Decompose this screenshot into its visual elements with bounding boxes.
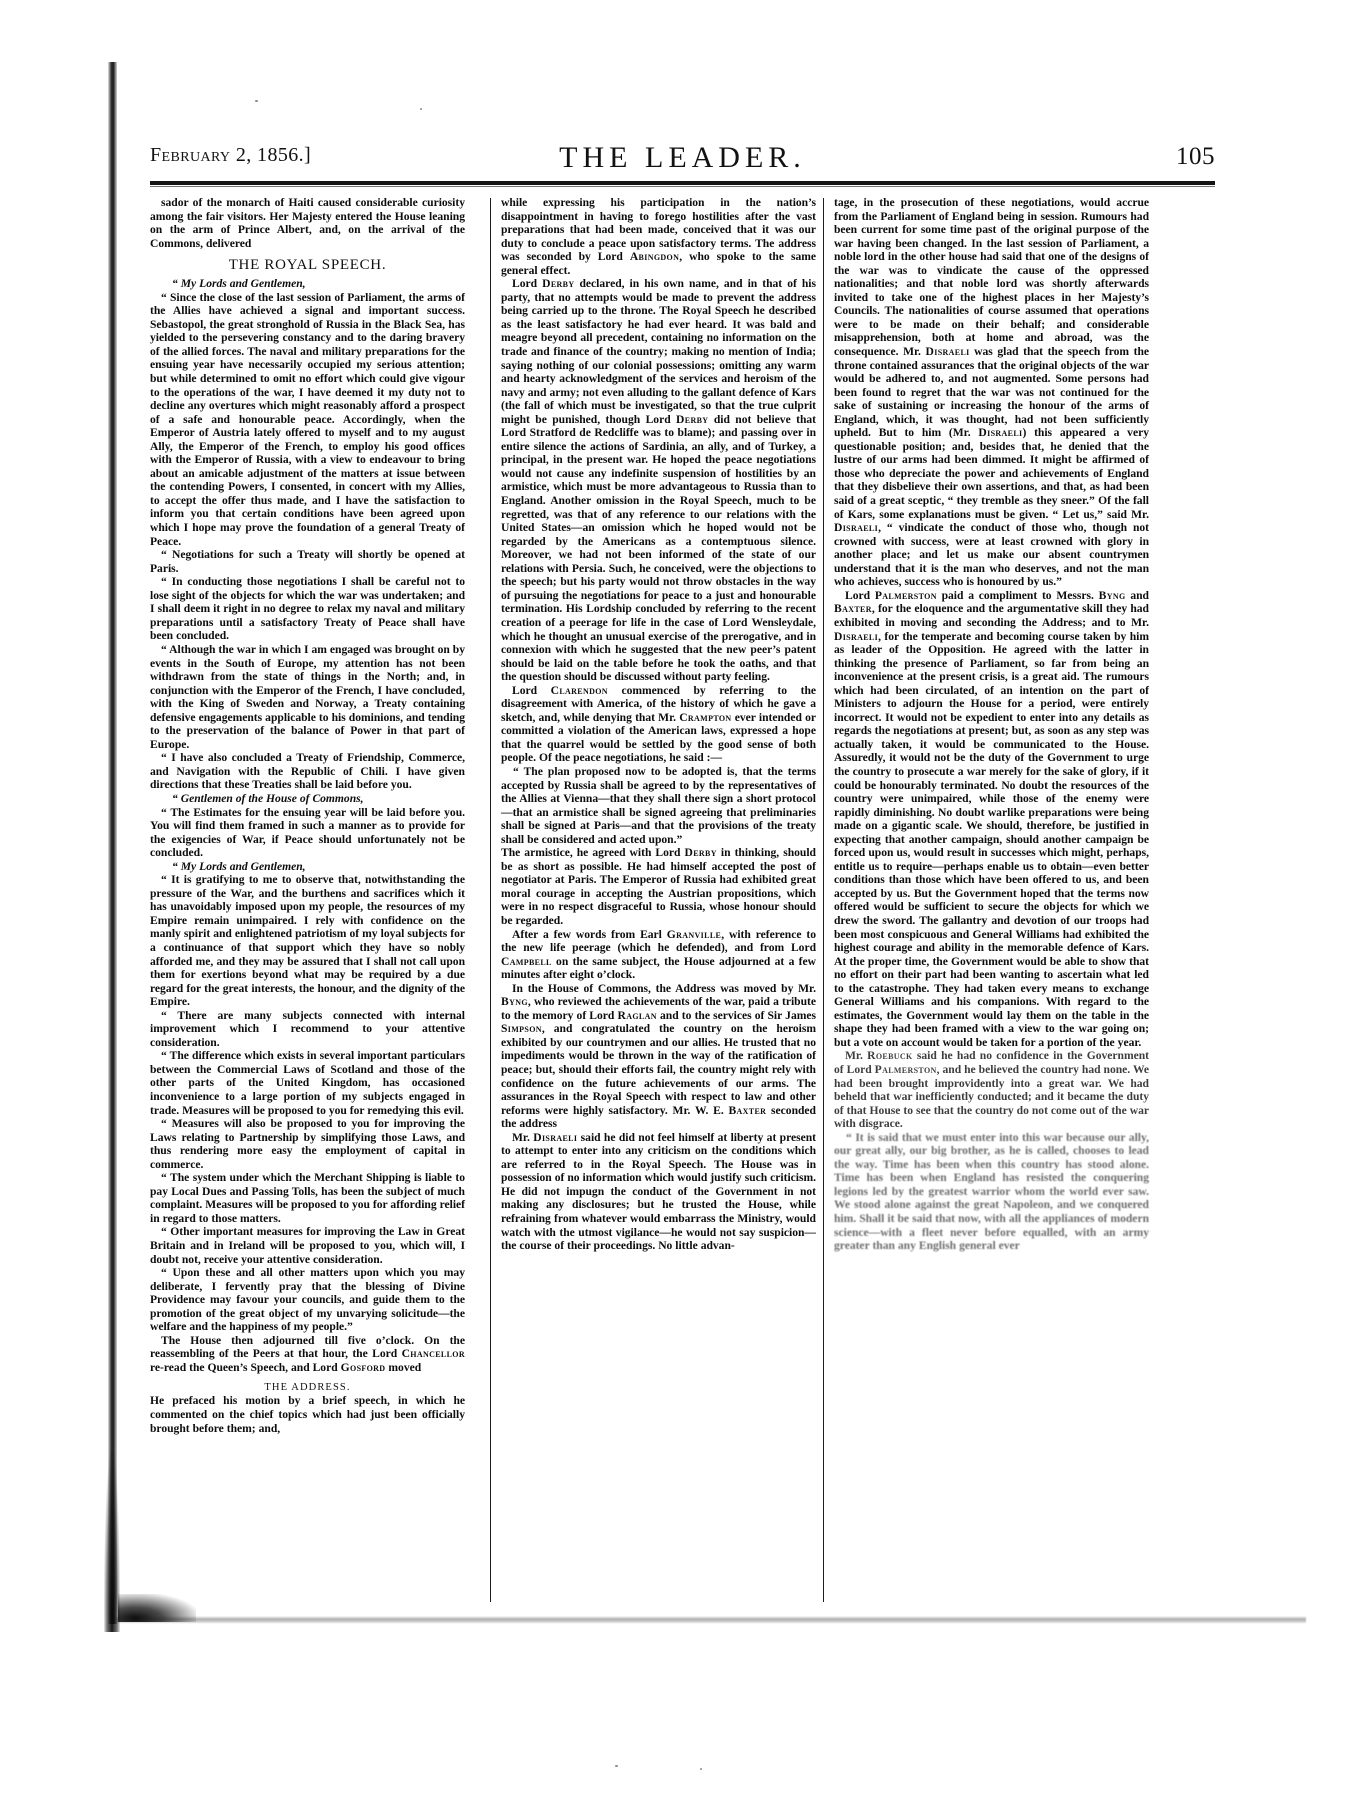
column-2 (483, 196, 816, 1606)
proper-name: Palmerston (874, 1063, 937, 1076)
article-columns (150, 196, 1215, 1606)
paragraph: while expressing his participation in the nation’s disappointment in having to forego hostilities after the vast preparations that had been made, conceived that it was our duty to conclude a peace upon satisfactory terms. The address was seconded by Lord Abingdon, who spoke to the same general effect. (501, 196, 816, 277)
paragraph: Lord Derby declared, in his own name, and in that of his party, that no attempts would be made to prevent the address being carried up to the throne. The Royal Speech he described as the least satisfactory he had ever heard. It was bald and meagre beyond all precedent, containing no information on the trade and finance of the country; making no mention of India; saying nothing of our colonial possessions; omitting any warm and hearty acknowledgment of the services and heroism of the navy and army; not even alluding to the gallant defence of Kars (the fall of which must be investigated, so that the true culprit might be punished, though Lord Derby did not believe that Lord Stratford de Redcliffe was to blame); and passing over in entire silence the actions of Sardinia, an ally, and of Turkey, a principal, in the present war. He hoped the peace negotiations would not cause any indefinite suspension of hostilities by an armistice, which must be more advantageous to Russia than to England. Another omission in the Royal Speech, much to be regretted, was that of any reference to our relations with the United States—an omission which he hoped would not be regarded by the Americans as a contemptuous silence. Moreover, we had not been informed of the state of our relations with Persia. Such, he conceived, were the objections to the speech; but his party would not throw obstacles in the way of pursuing the negotiations for peace to a just and honourable termination. His Lordship concluded by referring to the recent creation of a peerage for life in the case of Lord Wensleydale, which he thought an unusual exercise of the prerogative, and in connexion with which he suggested that the new peer’s patent should be laid on the table before he took the oaths, and that the question should be discussed without party feeling. (501, 277, 817, 684)
proper-name: Byng (501, 995, 528, 1009)
proper-name: Gosford (340, 1360, 386, 1374)
blockquote-paragraph: “ It is said that we must enter into this war because our ally, our great ally, our big brother, as he is called, chooses to lead the way. Time has been when this country has stood alone. Time has been when England has resisted the conquering legions led by the greatest warrior whom the world ever saw. We stood alone against the great Napoleon, and we conquered him. Shall it be said that now, with all the appliances of modern science—with a fleet never before equalled, with an army greater than any English general ever (834, 1130, 1149, 1253)
publication-title: THE LEADER. (559, 141, 806, 174)
proper-name: Clarendon (550, 683, 608, 697)
scan-edge-artifact-left (108, 62, 117, 1624)
paragraph: The armistice, he agreed with Lord Derby in thinking, should be as short as possible. He had himself accepted the post of negotiator at Paris. The Emperor of Russia had exhibited great moral courage in accepting the Austrian propositions, which were in no respect disgraceful to Russia, whose honour should be regarded. (501, 846, 816, 927)
scan-speck (255, 100, 258, 102)
paragraph: “ Negotiations for such a Treaty will shortly be opened at Paris. (150, 548, 465, 575)
proper-name: Disraeli (834, 521, 879, 535)
scan-speck (615, 1765, 618, 1767)
column-divider-rule (490, 198, 491, 1602)
salutation: “ My Lords and Gentlemen, (172, 859, 306, 873)
paragraph: “ Since the close of the last session of Parliament, the arms of the Allies have achieved a signal and important success. Sebastopol, the great stronghold of Russia in the Black Sea, has yielded to the persevering constancy and to the daring bravery of the allied forces. The naval and military preparations for the ensuing year have necessarily occupied my serious attention; but while determined to omit no effort which could give vigour to the operations of the war, I have deemed it my duty not to decline any overtures which might reasonably afford a prospect of a safe and honourable peace. Accordingly, when the Emperor of Austria lately offered to myself and to my august Ally, the Emperor of the French, to employ his good offices with the Emperor of Russia, with a view to endeavour to bring about an amicable adjustment of the matters at issue between the contending Powers, I consented, in concert with my Allies, to accept the offer thus made, and I have the satisfaction to inform you that certain conditions have been agreed upon which I hope may prove the foundation of a general Treaty of Peace. (150, 290, 465, 548)
proper-name: Disraeli (533, 1130, 578, 1144)
proper-name: Raglan (617, 1008, 657, 1022)
proper-name: Disraeli (978, 426, 1023, 440)
proper-name: Disraeli (925, 345, 970, 359)
blockquote-paragraph: “ The plan proposed now to be adopted is, that the terms accepted by Russia shall be agreed to by the representatives of the Allies at Vienna—that they shall there sign a short protocol—that an armistice shall be signed agreeing that preliminaries shall be signed at Paris—and that the provisions of the treaty shall be considered and acted upon.” (501, 764, 816, 846)
page-number: 105 (1176, 143, 1215, 170)
paragraph: sador of the monarch of Haiti caused considerable curiosity among the fair visitors. Her Majesty entered the House leaning on the arm of Prince Albert, and, on the arrival of the Commons, delivered (150, 196, 465, 250)
proper-name: Byng (1098, 588, 1126, 602)
proper-name: Baxter (728, 1103, 767, 1117)
paragraph: “ The Estimates for the ensuing year will be laid before you. You will find them framed in such a manner as to provide for the exigencies of War, if Peace should unfortunately not be concluded. (150, 805, 465, 860)
proper-name: Derby (542, 277, 575, 291)
paragraph: He prefaced his motion by a brief speech, in which he commented on the chief topics which had just been officially brought before them; and, (150, 1394, 465, 1435)
paragraph: “ It is gratifying to me to observe that, notwithstanding the pressure of the War, and the burthens and sacrifices which it has unavoidably imposed upon my people, the resources of my Empire remain unimpaired. I rely with confidence on the manly spirit and enlightened patriotism of my loyal subjects for a continuance of that support which they have so nobly afforded me, and they may be assured that I shall not call upon them for exertions beyond what may be required by a due regard for the great interests, the honour, and the dignity of the Empire. (150, 873, 465, 1009)
proper-name: Baxter (834, 602, 872, 616)
paragraph: In the House of Commons, the Address was moved by Mr. Byng, who reviewed the achievements of the war, paid a tribute to the memory of Lord Raglan and to the services of Sir James Simpson, and congratulated the country on the heroism exhibited by our countrymen and our allies. He trusted that no impediments would be thrown in the way of the ratification of peace; but, should their efforts fail, the country might rely with confidence on the future achievements of our arms. The assurances in the Royal Speech with respect to law and other reforms were highly satisfactory. Mr. W. E. Baxter seconded the address (501, 981, 816, 1131)
masthead (150, 141, 1215, 178)
salutation: “ My Lords and Gentlemen, (172, 277, 306, 291)
paragraph: Mr. Disraeli said he did not feel himself at liberty at present to attempt to enter into any criticism on the conditions which are referred to in the Royal Speech. The House was in possession of no information which would justify such criticism. He did not impugn the conduct of the Government in not making any disclosures; but he trusted the House, while refraining from whatever would embarrass the Ministry, would watch with the utmost vigilance—he would not say suspicion—the course of their proceedings. No little advan- (501, 1130, 816, 1253)
paragraph: “ The system under which the Merchant Shipping is liable to pay Local Dues and Passing Tolls, has been the subject of much complaint. Measures will be proposed to you for affording relief in regard to those matters. (150, 1171, 466, 1225)
issue-date: February 2, 1856.] (150, 144, 312, 166)
paragraph: Lord Clarendon commenced by referring to the disagreement with America, of the history of which he gave a sketch, and, while denying that Mr. Crampton ever intended or committed a violation of the American laws, expressed a hope that the quarrel would be settled by the good sense of both people. Of the peace negotiations, he said :— (501, 683, 816, 765)
proper-name: Derby (676, 412, 709, 426)
masthead-rule-thin (150, 186, 1215, 187)
salutation: “ Gentlemen of the House of Commons, (172, 791, 364, 805)
paragraph: “ The difference which exists in several important particulars between the Commercial Laws of Scotland and those of the other parts of the United Kingdom, has occasioned inconvenience to a large portion of my subjects engaged in trade. Measures will be proposed to you for remedying this evil. (150, 1049, 465, 1117)
proper-name: Campbell (501, 954, 552, 968)
proper-name: Roebuck (867, 1049, 913, 1063)
scan-edge-artifact-bottom (116, 1616, 1306, 1623)
scan-speck (420, 108, 422, 110)
proper-name: Chancellor (401, 1347, 465, 1361)
proper-name: Disraeli (834, 629, 879, 643)
paragraph: “ Measures will also be proposed to you for improving the Laws relating to Partnership by simplifying those Laws, and thus rendering more easy the employment of capital in commerce. (150, 1117, 465, 1171)
paragraph: “ Although the war in which I am engaged was brought on by events in the South of Europe, my attention has not been withdrawn from the state of things in the North; and, in conjunction with the Emperor of the French, I have concluded, with the King of Sweden and Norway, a Treaty containing defensive engagements applicable to his dominions, and tending to the preservation of the balance of Power in that part of Europe. (150, 642, 465, 751)
proper-name: Crampton (679, 710, 732, 724)
proper-name: Simpson (501, 1022, 542, 1036)
paragraph: “ Other important measures for improving the Law in Great Britain and in Ireland will be proposed to you, which will, I doubt not, receive your attentive consideration. (150, 1225, 465, 1266)
paragraph: “ I have also concluded a Treaty of Friendship, Commerce, and Navigation with the Republic of Chili. I have given directions that these Treaties shall be laid before you. (150, 751, 465, 792)
paragraph: Mr. Roebuck said he had no confidence in the Government of Lord Palmerston, and he believed the country had none. We had been brought improvidently into a great war. We had beheld that war inefficiently conducted; and it became the duty of that House to see that the country do not come out of the war with disgrace. (834, 1049, 1149, 1131)
paragraph: “ In conducting those negotiations I shall be careful not to lose sight of the objects for which the war was undertaken; and I shall deem it right in no degree to relax my naval and military preparations until a satisfactory Treaty of Peace shall have been concluded. (150, 575, 465, 643)
paragraph: Lord Palmerston paid a compliment to Messrs. Byng and Baxter, for the eloquence and the argumentative skill they had exhibited in moving and seconding the Address; and to Mr. Disraeli, for the temperate and becoming course taken by him as leader of the Opposition. He agreed with the latter in thinking the presence of Parliament, so far from being an inconvenience at the present crisis, is a great aid. The rumours which had been circulated, of an intention on the part of Ministers to adjourn the House for a period, were entirely incorrect. It would not be expedient to enter into any details as regards the negotiations at present; but, as soon as any step was actually taken, it would be communicated to the House. Assuredly, it would not be the duty of the Government to urge the country to prosecute a war merely for the sake of glory, if it could be honourably terminated. No doubt the resources of the country were unimpaired, while those of the enemy were rapidly diminishing. No doubt warlike preparations were being made on a gigantic scale. We should, therefore, be justified in expecting that another campaign, should another campaign be forced upon us, would result in successes which might, perhaps, entitle us to require—perhaps enable us to obtain—even better conditions than those which have been offered to us, and been accepted by us. But the Government hoped that the terms now offered would be sufficient to secure the objects for which we drew the sword. The gallantry and devotion of our troops had been most conspicuous and General Williams had exhibited the highest courage and ability in the memorable defence of Kars. At the proper time, the Government would be able to show that no effort on their part had been wanting to ascertain what led to the catastrophe. They had taken every means to exchange General Williams and his companions. With regard to the estimates, the Government would lay them on the table in the shape they had been framed with a view to the war going on; but a vote on account would be taken for a portion of the year. (834, 588, 1149, 1049)
proper-name: Palmerston (874, 588, 937, 602)
column-3 (816, 196, 1149, 1606)
section-heading-the-address: THE ADDRESS. (264, 1382, 351, 1394)
paragraph: After a few words from Earl Granville, with reference to the new life peerage (which he defended), and from Lord Campbell on the same subject, the House adjourned at a few minutes after eight o’clock. (501, 927, 816, 982)
column-divider-rule (823, 198, 824, 1602)
proper-name: Abingdon (629, 250, 680, 264)
paragraph: “ Upon these and all other matters upon which you may deliberate, I fervently pray that the blessing of Divine Providence may favour your councils, and guide them to the promotion of the great object of my unvarying solicitude—the welfare and the happiness of my people.” (150, 1266, 465, 1334)
paragraph: The House then adjourned till five o’clock. On the reassembling of the Peers at that hour, the Lord Chancellor re-read the Queen’s Speech, and Lord Gosford moved (150, 1333, 465, 1374)
column-1 (150, 196, 483, 1606)
section-heading-royal-speech: THE ROYAL SPEECH. (228, 257, 387, 274)
paragraph: tage, in the prosecution of these negotiations, would accrue from the Parliament of England being in session. Rumours had been current for some time past of the original purpose of the war having been changed. In the last session of Parliament, a noble lord in the other house had said that one of the designs of the war was to vindicate the cause of the oppressed nationalities; and that noble lord was shortly afterwards invited to take one of the highest places in her Majesty’s Councils. The nationalities of course assumed that operations were to be made on their behalf; and considerable misapprehension, both at home and abroad, was the consequence. Mr. Disraeli was glad that the speech from the throne contained assurances that the original objects of the war would be adhered to, and not augmented. Some persons had been found to regret that the war was not continued for the sake of sustaining or increasing the honour of the arms of England, which, it was thought, had not been sufficiently upheld. But to him (Mr. Disraeli) this appeared a very questionable position; and, besides that, he denied that the lustre of our arms had been dimmed. It might be affirmed of those who depreciate the power and achievements of England that they disbelieve their own assertions, and that, as had been said of a great sceptic, “ they tremble as they sneer.” Of the fall of Kars, some explanations must be given. “ Let us,” said Mr. Disraeli, “ vindicate the conduct of those who, though not crowned with success, were at least crowned with glory in another place; and let us make our absent countrymen understand that it is the man who deserves, and not the man who achieves, success who is honoured by us.” (834, 196, 1150, 589)
paragraph: “ There are many subjects connected with internal improvement which I recommend to your attentive consideration. (150, 1008, 465, 1049)
proper-name: Granville (666, 927, 722, 941)
scan-speck (700, 1768, 702, 1770)
masthead-rule-thick (150, 181, 1215, 185)
proper-name: Derby (684, 846, 717, 860)
